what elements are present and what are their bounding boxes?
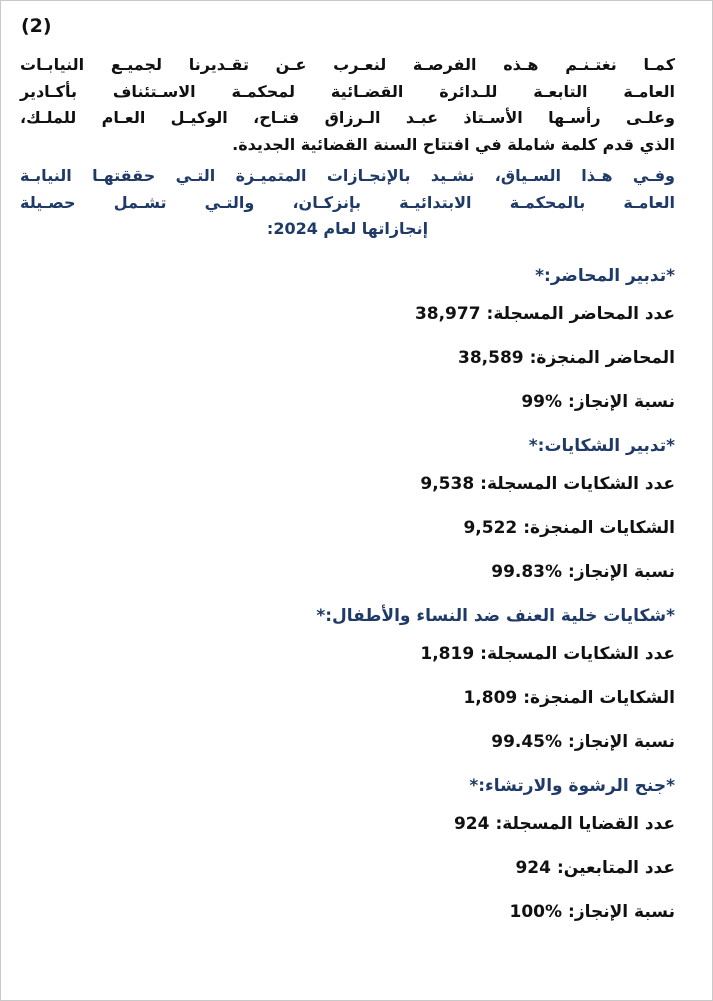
stat-row xyxy=(20,853,675,897)
stat-value: 100% xyxy=(509,901,563,922)
stat-label: عدد القضايا المسجلة: xyxy=(495,813,675,834)
stat-label: نسبة الإنجاز: xyxy=(568,901,675,922)
intro-line: كمـا نغتـنـم هـذه الفرصـة لنعـرب عـن تقـديرنا لجميـع النيابـات xyxy=(20,55,675,74)
section-violence-unit xyxy=(20,601,675,771)
stat-label: عدد الشكايات المسجلة: xyxy=(480,643,675,664)
section-records xyxy=(20,261,675,431)
stat-value: 1,819 xyxy=(420,643,475,664)
stat-value: 99.83% xyxy=(491,561,563,582)
stat-label: عدد المحاضر المسجلة: xyxy=(486,303,675,324)
document-body xyxy=(20,52,675,941)
section-heading: *تدبير المحاضر:* xyxy=(535,265,675,286)
stat-label: المحاضر المنجزة: xyxy=(529,347,675,368)
stat-row xyxy=(20,557,675,601)
stat-value: 9,522 xyxy=(463,517,518,538)
stat-label: الشكايات المنجزة: xyxy=(523,687,675,708)
stat-label: نسبة الإنجاز: xyxy=(568,731,675,752)
stat-row xyxy=(20,727,675,771)
stat-value: 924 xyxy=(515,857,551,878)
intro-paragraph xyxy=(20,52,675,158)
stat-row xyxy=(20,387,675,431)
page-number: (2) xyxy=(21,15,52,37)
context-line: إنجازاتها لعام 2024: xyxy=(266,219,429,238)
section-heading: *جنح الرشوة والارتشاء:* xyxy=(469,775,675,796)
stat-row xyxy=(20,343,675,387)
section-heading: *شكايات خلية العنف ضد النساء والأطفال:* xyxy=(316,605,675,626)
stat-row xyxy=(20,639,675,683)
stat-label: نسبة الإنجاز: xyxy=(568,561,675,582)
stat-value: 1,809 xyxy=(463,687,518,708)
stat-value: 38,589 xyxy=(458,347,524,368)
stat-row xyxy=(20,809,675,853)
context-line: وفـي هـذا السـياق، نشـيد بالإنجـازات المتميـزة التـي حققتهـا النيابـة xyxy=(20,166,675,185)
stat-value: 9,538 xyxy=(420,473,475,494)
stat-row xyxy=(20,513,675,557)
stat-value: 924 xyxy=(453,813,490,834)
stat-row xyxy=(20,683,675,727)
stat-label: عدد الشكايات المسجلة: xyxy=(480,473,675,494)
stat-label: نسبة الإنجاز: xyxy=(568,391,675,412)
intro-line: وعلـى رأسـها الأسـتاذ عبـد الـرزاق فتـاح، الوكيـل العـام للملـك، xyxy=(20,108,675,127)
stat-row xyxy=(20,299,675,343)
section-complaints xyxy=(20,431,675,601)
stat-row xyxy=(20,897,675,941)
stat-value: 99% xyxy=(521,391,563,412)
stat-value: 38,977 xyxy=(414,303,481,324)
context-line: العامـة بالمحكمـة الابتدائيـة بإنزكـان، والتـي تشـمل حصـيلة xyxy=(20,192,675,212)
section-bribery xyxy=(20,771,675,941)
intro-line: الذي قدم كلمة شاملة في افتتاح السنة القضائية الجديدة. xyxy=(232,134,675,154)
section-heading: *تدبير الشكايات:* xyxy=(528,435,675,456)
context-paragraph xyxy=(20,163,675,243)
stat-label: عدد المتابعين: xyxy=(556,857,675,878)
intro-line: العامـة التابعـة للـدائرة القضـائية لمحكمـة الاسـتئناف بأكـادير xyxy=(20,81,675,101)
stat-value: 99.45% xyxy=(491,731,563,752)
stat-row xyxy=(20,469,675,513)
stat-label: الشكايات المنجزة: xyxy=(523,517,675,538)
